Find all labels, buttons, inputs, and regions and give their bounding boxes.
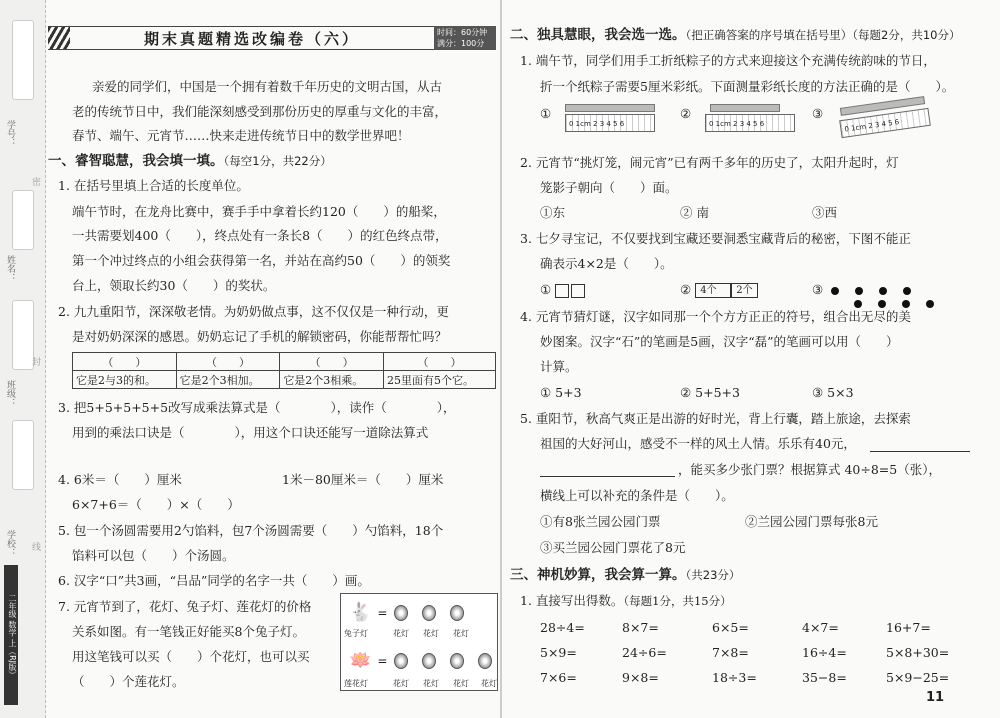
lotus-lantern-label: 莲花灯 — [344, 679, 368, 688]
exam-time-score — [434, 26, 496, 50]
calc-item[interactable]: 7×6= — [540, 670, 577, 685]
flower-lantern-label: 花灯 — [453, 629, 469, 638]
intro-line: 春节、端午、元宵节……快来走进传统节日中的数学世界吧！ — [72, 128, 410, 143]
exam-score: 满分：100分 — [437, 39, 485, 48]
section-1-title: 一、睿智聪慧，我会填一填。（每空1分，共22分） — [48, 153, 332, 169]
cut-mark-feng: 封 — [32, 358, 42, 368]
ruler: 0 1cm 2 3 4 5 6 — [839, 108, 931, 138]
intro-line: 老的传统节日中，我们能深刻感受到那份历史的厚重与文化的丰富， — [72, 104, 448, 119]
flower-lantern-label: 花灯 — [393, 629, 409, 638]
square-shape — [555, 284, 569, 298]
cut-mark-xian: 线 — [32, 543, 42, 553]
q2-5-text: 横线上可以补充的条件是（ ）。 — [540, 488, 734, 503]
q2-1-text: 1. 端午节，同学们用手工折纸粽子的方式来迎接这个充满传统韵味的节日， — [520, 53, 936, 68]
table-cell: 它是2个3相乘。 — [280, 371, 384, 389]
flower-lantern-label: 花灯 — [423, 629, 439, 638]
lantern-price-figure — [340, 593, 498, 691]
q1-1-text: 台上，领取长约30（ ）的奖状。 — [72, 278, 276, 293]
q2-2-option[interactable]: ①东 — [540, 205, 566, 220]
q2-3-option-1[interactable]: ① — [540, 282, 587, 298]
calc-item[interactable]: 5×9−25= — [886, 670, 950, 685]
lotus-lantern-row — [343, 650, 499, 671]
q1-7-text: 用这笔钱可以买（ ）个花灯，也可以买 — [72, 649, 310, 664]
dot-shape — [878, 300, 886, 308]
q2-3-text: 3. 七夕寻宝记，不仅要找到宝藏还要洞悉宝藏背后的秘密，下图不能正 — [520, 231, 911, 246]
q2-3-text: 确表示4×2是（ ）。 — [540, 256, 673, 271]
q2-5-option[interactable]: ②兰园公园门票每张8元 — [745, 514, 878, 529]
q1-5-text: 馅料可以包（ ）个汤圆。 — [72, 548, 235, 563]
password-table — [72, 352, 496, 389]
calc-item[interactable]: 7×8= — [712, 645, 749, 660]
equals-sign: = — [377, 605, 388, 620]
school-label: 学校： — [5, 530, 15, 557]
flower-lantern-icon — [450, 653, 464, 669]
table-cell[interactable]: （ ） — [383, 353, 495, 371]
calc-item[interactable]: 8×7= — [622, 620, 659, 635]
q1-4b-text: 1米－80厘米＝（ ）厘米 — [282, 472, 444, 487]
exam-header — [48, 26, 496, 50]
school-box[interactable] — [12, 420, 34, 490]
q1-1-text: 第一个冲过终点的小组会获得第一名，并站在高约50（ ）的领奖 — [72, 253, 451, 268]
q2-1-option[interactable]: ① — [540, 106, 552, 121]
page-fold — [500, 0, 502, 718]
flower-lantern-icon — [394, 605, 408, 621]
q2-2-option[interactable]: ② 南 — [680, 205, 709, 220]
tape-segment: 4个 — [695, 283, 731, 298]
exam-time: 时间：60分钟 — [437, 28, 488, 37]
class-box[interactable] — [12, 300, 34, 370]
q2-4-text: 4. 元宵节猜灯谜，汉字如同那一个个方方正正的符号，组合出无尽的美 — [520, 309, 911, 324]
name-box[interactable] — [12, 190, 34, 250]
q3-1-text: 1. 直接写出得数。（每题1分，共15分） — [520, 593, 732, 608]
q2-4-option[interactable]: ② 5+5+3 — [680, 385, 740, 400]
table-cell: 25里面有5个它。 — [383, 371, 495, 389]
answer-blank[interactable] — [870, 451, 970, 452]
page-number: 11 — [926, 690, 945, 705]
answer-blank[interactable] — [540, 476, 675, 477]
dot-shape — [855, 287, 863, 295]
class-label: 班级： — [5, 380, 15, 407]
lotus-lantern-icon: 🪷 — [349, 650, 372, 671]
q2-4-text: 计算。 — [540, 359, 578, 374]
square-shape — [571, 284, 585, 298]
q2-2-option[interactable]: ③西 — [812, 205, 838, 220]
q1-7-text: 关系如图。有一笔钱正好能买8个兔子灯。 — [72, 624, 305, 639]
q2-5-text: 祖国的大好河山，感受不一样的风土人情。乐乐有40元， — [540, 436, 856, 451]
calc-item[interactable]: 4×7= — [802, 620, 839, 635]
calc-item[interactable]: 16÷4= — [802, 645, 847, 660]
table-cell: 它是2个3相加。 — [176, 371, 280, 389]
q1-6-text: 6. 汉字“口”共3画，“吕品”同学的名字一共（ ）画。 — [58, 573, 370, 588]
q2-4-option[interactable]: ③ 5×3 — [812, 385, 854, 400]
rabbit-lantern-icon: 🐇 — [349, 602, 372, 623]
flower-lantern-icon — [394, 653, 408, 669]
binding-margin — [0, 0, 46, 718]
calc-item[interactable]: 5×8+30= — [886, 645, 950, 660]
q2-1-text: 折一个纸粽子需要5厘米彩纸。下面测量彩纸长度的方法正确的是（ ）。 — [540, 79, 955, 94]
q2-1-option[interactable]: ③ — [812, 106, 824, 121]
name-label: 姓名： — [5, 255, 15, 282]
exam-title: 期末真题精选改编卷（六） — [143, 29, 360, 48]
q1-2-text: 2. 九九重阳节，深深敬老情。为奶奶做点事，这不仅仅是一种行动，更 — [58, 304, 449, 319]
q1-1-text: 一共需要划400（ ），终点处有一条长8（ ）的红色终点带， — [72, 228, 448, 243]
calc-item[interactable]: 24÷6= — [622, 645, 667, 660]
q1-3-text: 用到的乘法口诀是（ ），用这个口诀还能写一道除法算式 — [72, 425, 429, 440]
calc-item[interactable]: 6×5= — [712, 620, 749, 635]
q1-7-text: 7. 元宵节到了，花灯、兔子灯、莲花灯的价格 — [58, 599, 312, 614]
rabbit-lantern-label: 兔子灯 — [344, 629, 368, 638]
q1-2-text: 是对奶奶深深的感恩。奶奶忘记了手机的解锁密码，你能帮帮忙吗？ — [72, 329, 448, 344]
student-id-label: 学号： — [5, 120, 15, 147]
q2-5-text: ，能买多少张门票？根据算式 40÷8=5（张）， — [678, 462, 941, 477]
q2-2-text: 2. 元宵节“挑灯笼，闹元宵”已有两千多年的历史了，太阳升起时，灯 — [520, 155, 899, 170]
q2-5-text: 5. 重阳节，秋高气爽正是出游的好时光，背上行囊，踏上旅途，去探索 — [520, 411, 911, 426]
section-2-title: 二、独具慧眼，我会选一选。（把正确答案的序号填在括号里）（每题2分，共10分） — [510, 27, 961, 43]
ruler: 0 1cm 2 3 4 5 6 — [565, 114, 655, 132]
student-id-box[interactable] — [12, 20, 34, 100]
flower-lantern-label: 花灯 — [481, 679, 497, 688]
flower-lantern-icon — [478, 653, 492, 669]
header-stripes-icon — [48, 27, 70, 49]
flower-lantern-label: 花灯 — [453, 679, 469, 688]
flower-lantern-label: 花灯 — [423, 679, 439, 688]
dot-shape — [926, 300, 934, 308]
cut-mark-mi: 密 — [32, 178, 42, 188]
q2-4-option[interactable]: ① 5+3 — [540, 385, 582, 400]
calc-item[interactable]: 9×8= — [622, 670, 659, 685]
dot-shape — [903, 287, 911, 295]
dot-shape — [879, 287, 887, 295]
q2-2-text: 笼影子朝向（ ）面。 — [540, 180, 678, 195]
table-cell[interactable]: （ ） — [73, 353, 177, 371]
calc-item[interactable]: 35−8= — [802, 670, 847, 685]
q2-3-option-2[interactable]: ② 4个 2个 — [680, 282, 758, 298]
paper-strip — [710, 104, 780, 112]
intro-line: 亲爱的同学们，中国是一个拥有着数千年历史的文明古国，从古 — [92, 79, 443, 94]
q1-7-text: （ ）个莲花灯。 — [72, 674, 185, 689]
q2-5-option[interactable]: ③买兰园公园门票花了8元 — [540, 540, 686, 555]
flower-lantern-icon — [450, 605, 464, 621]
calc-item[interactable]: 18÷3= — [712, 670, 757, 685]
calc-item[interactable]: 16+7= — [886, 620, 931, 635]
q2-3-option-3[interactable]: ③ — [812, 282, 919, 298]
q2-5-option[interactable]: ①有8张兰园公园门票 — [540, 514, 661, 529]
q2-1-option[interactable]: ② — [680, 106, 692, 121]
grade-label: 二年级 数学 上（RJ版） — [4, 565, 18, 705]
dot-shape — [831, 287, 839, 295]
flower-lantern-label: 花灯 — [393, 679, 409, 688]
q1-5-text: 5. 包一个汤圆需要用2勺馅料，包7个汤圆需要（ ）勺馅料，18个 — [58, 523, 444, 538]
table-cell[interactable]: （ ） — [176, 353, 280, 371]
section-3-title: 三、神机妙算，我会算一算。（共23分） — [510, 567, 741, 583]
q1-1-text: 端午节时，在龙舟比赛中，赛手手中拿着长约120（ ）的船桨， — [72, 204, 446, 219]
q2-4-text: 妙图案。汉字“石”的笔画是5画，汉字“磊”的笔画可以用（ ） — [540, 334, 899, 349]
q1-4a-text: 4. 6米＝（ ）厘米 — [58, 472, 182, 487]
ruler: 0 1cm 2 3 4 5 6 — [705, 114, 795, 132]
q1-1-text: 1. 在括号里填上合适的长度单位。 — [58, 178, 249, 193]
tape-segment: 2个 — [731, 283, 757, 298]
paper-strip — [565, 104, 655, 112]
calc-item[interactable]: 28÷4= — [540, 620, 585, 635]
dot-shape — [902, 300, 910, 308]
rabbit-lantern-row — [343, 602, 471, 623]
equals-sign: = — [377, 653, 388, 668]
calc-item[interactable]: 5×9= — [540, 645, 577, 660]
flower-lantern-icon — [422, 605, 436, 621]
dot-shape — [854, 300, 862, 308]
q1-4c-text: 6×7+6＝（ ）×（ ） — [72, 497, 240, 512]
flower-lantern-icon — [422, 653, 436, 669]
table-cell[interactable]: （ ） — [280, 353, 384, 371]
table-cell: 它是2与3的和。 — [73, 371, 177, 389]
q1-3-text: 3. 把5+5+5+5+5改写成乘法算式是（ ），读作（ ）， — [58, 400, 456, 415]
